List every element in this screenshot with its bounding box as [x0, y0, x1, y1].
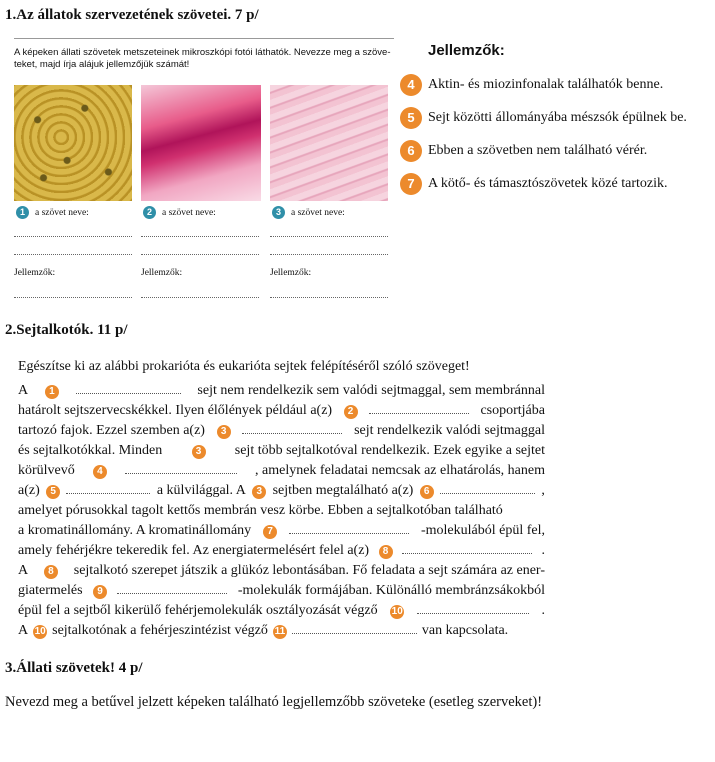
instructions-line1: A képeken állati szövetek metszeteinek mikroszkópi fotói láthatók. Nevezze meg a szöve-	[14, 47, 391, 58]
muscle-tissue-image	[270, 85, 388, 201]
text-line-9: amely fehérjékre tekeredik fel. Az energiatermelésért felel a(z) 8 .	[18, 543, 545, 558]
tissue-name-1	[16, 206, 89, 219]
marker-3b: 3	[192, 445, 206, 459]
answer-line[interactable]	[141, 297, 259, 298]
fill-blank-2[interactable]	[369, 404, 469, 414]
marker-9: 9	[93, 585, 107, 599]
marker-8: 8	[379, 545, 393, 559]
feature-badge-7: 7	[400, 173, 422, 195]
marker-4: 4	[93, 465, 107, 479]
marker-6: 6	[420, 485, 434, 499]
marker-3: 3	[217, 425, 231, 439]
marker-3c: 3	[252, 485, 266, 499]
text-line-4: és sejtalkotókkal. Minden 3 sejt több sejtalkotóval rendelkezik. Ezek egyike a sejtet	[18, 443, 545, 458]
tissue-name-label-3: a szövet neve:	[291, 207, 345, 218]
tissue-name-label-2: a szövet neve:	[162, 207, 216, 218]
answer-line[interactable]	[270, 254, 388, 255]
feature-item-4	[400, 74, 663, 96]
fill-blank-5[interactable]	[66, 484, 150, 494]
instructions-rule	[14, 38, 394, 39]
fill-blank-8[interactable]	[402, 544, 532, 554]
text-line-11: giatermelés 9 -molekulák formájában. Különálló membránzsákokból	[18, 583, 545, 598]
number-badge-3: 3	[272, 206, 285, 219]
answer-line[interactable]	[141, 254, 259, 255]
section3-title: 3.Állati szövetek! 4 p/	[5, 660, 143, 676]
answer-line[interactable]	[270, 297, 388, 298]
marker-1: 1	[45, 385, 59, 399]
feature-badge-6: 6	[400, 140, 422, 162]
fill-blank-10[interactable]	[417, 604, 529, 614]
feature-text-6: Ebben a szövetben nem található vérér.	[428, 143, 648, 158]
fill-blank-3[interactable]	[242, 424, 342, 434]
text-line-2: határolt sejtszervecskékkel. Ilyen élőlények például a(z) 2 csoportjába	[18, 403, 545, 418]
answer-line[interactable]	[141, 236, 259, 237]
section2-title: 2.Sejtalkotók. 11 p/	[5, 322, 128, 338]
marker-11: 11	[274, 626, 286, 637]
marker-7: 7	[263, 525, 277, 539]
jellemzok-label-3: Jellemzők:	[270, 268, 312, 278]
bone-tissue-image	[14, 85, 132, 201]
fill-blank-6[interactable]	[440, 484, 535, 494]
feature-item-6	[400, 140, 647, 162]
tissue-name-label-1: a szövet neve:	[35, 207, 89, 218]
marker-10: 10	[391, 606, 403, 617]
text-line-8: a kromatinállomány. A kromatinállomány 7 -molekulából épül fel,	[18, 523, 545, 538]
marker-2: 2	[344, 405, 358, 419]
connective-tissue-image	[141, 85, 261, 201]
number-badge-1: 1	[16, 206, 29, 219]
feature-badge-5: 5	[400, 107, 422, 129]
text-line-7: amelyet pórusokkal tagolt kettős membrán vesz körbe. Ebben a sejtalkotóban található	[18, 503, 503, 518]
marker-10b: 10	[34, 626, 46, 637]
feature-item-5	[400, 107, 687, 129]
tissue-name-2	[143, 206, 216, 219]
features-title: Jellemzők:	[428, 42, 505, 59]
section1-title: 1.Az állatok szervezetének szövetei. 7 p/	[5, 7, 259, 23]
text-line-5: körülvevő 4 , amelynek feladatai nemcsak az elhatárolás, hanem	[18, 463, 545, 478]
answer-line[interactable]	[14, 297, 132, 298]
fill-blank-9[interactable]	[117, 584, 227, 594]
text-line-13: A 10 sejtalkotónak a fehérjeszintézist végző 11 van kapcsolata.	[18, 623, 509, 638]
text-line-10: A 8 sejtalkotó szerepet játszik a glükóz lebontásában. Fő feladata a sejt számára az ener-	[18, 563, 545, 578]
fill-blank-1[interactable]	[76, 384, 181, 394]
feature-text-4: Aktin- és miozinfonalak találhatók benne.	[428, 77, 664, 92]
text-line-1: A 1 sejt nem rendelkezik sem valódi sejtmaggal, sem membránnal	[18, 383, 545, 398]
number-badge-2: 2	[143, 206, 156, 219]
jellemzok-label-2: Jellemzők:	[141, 268, 183, 278]
feature-badge-4: 4	[400, 74, 422, 96]
instructions-line2: teket, majd írja alájuk jellemzőjük számát!	[14, 59, 190, 70]
feature-item-7	[400, 173, 667, 195]
marker-8b: 8	[44, 565, 58, 579]
fill-blank-11[interactable]	[292, 624, 417, 634]
section3-text: Nevezd meg a betűvel jelzett képeken található legjellemzőbb szöveteke (esetleg szerveket)!	[5, 694, 543, 710]
feature-text-7: A kötő- és támasztószövetek közé tartozik.	[428, 176, 668, 191]
tissue-name-3	[272, 206, 345, 219]
answer-line[interactable]	[14, 236, 132, 237]
text-line-12: épül fel a sejtből kikerülő fehérjemolekulák osztályozását végző 10 .	[18, 603, 545, 618]
marker-5: 5	[46, 485, 60, 499]
text-line-3: tartozó fajok. Ezzel szemben a(z) 3 sejt rendelkezik valódi sejtmaggal	[18, 423, 545, 438]
answer-line[interactable]	[14, 254, 132, 255]
feature-text-5: Sejt közötti állományába mészsók épülnek be.	[428, 110, 687, 125]
fill-blank-4[interactable]	[125, 464, 237, 474]
section2-intro: Egészítse ki az alábbi prokarióta és eukarióta sejtek felépítéséről szóló szöveget!	[18, 359, 470, 374]
jellemzok-label-1: Jellemzők:	[14, 268, 56, 278]
fill-blank-7[interactable]	[289, 524, 409, 534]
text-line-6: a(z) 5 a külvilággal. A 3 sejtben megtalálható a(z) 6 ,	[18, 483, 545, 498]
answer-line[interactable]	[270, 236, 388, 237]
